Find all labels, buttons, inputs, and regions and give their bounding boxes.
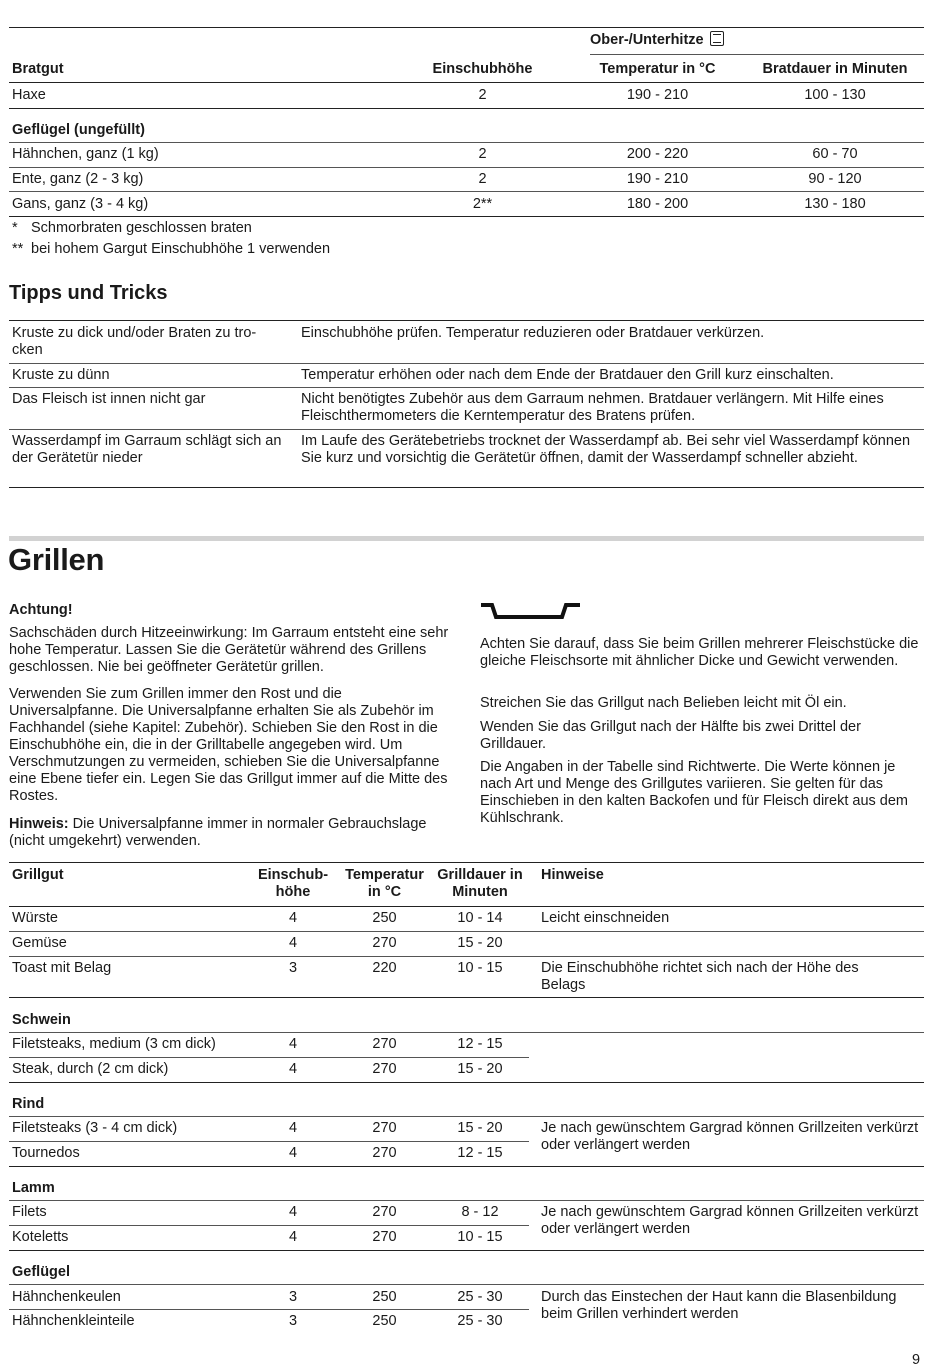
row-rule [9,997,924,998]
cell-temp: 270 [372,1120,397,1136]
paragraph: Streichen Sie das Grillgut nach Belieben leicht mit Öl ein. [480,695,847,711]
tip-solution: Einschubhöhe prüfen. Temperatur reduzieren oder Bratdauer verkürzen. [301,325,765,341]
tip-problem: Kruste zu dick und/oder Braten zu tro- [12,325,257,341]
footnote-text: bei hohem Gargut Einschubhöhe 1 verwenden [31,241,331,257]
cell-bratgut: Haxe [12,87,46,103]
section-title: Lamm [12,1180,55,1196]
column-header: Bratgut [12,61,64,77]
section-title: Schwein [12,1012,71,1028]
row-rule [9,1032,924,1033]
cell-temp: 270 [372,1204,397,1220]
cell-bratgut: Gans, ganz (3 - 4 kg) [12,196,149,212]
cell-temp: 270 [372,1145,397,1161]
column-header: höhe [275,884,311,900]
chapter-title: Grillen [8,542,105,577]
cell-dauer: 10 - 14 [457,910,503,926]
cell-einschub: 4 [288,1061,298,1077]
row-rule [9,429,924,430]
cell-grillgut: Filets [12,1204,47,1220]
tip-problem: Wasserdampf im Garraum schlägt sich an der Gerätetür nieder [12,433,282,466]
cell-temp: 190 - 210 [626,171,689,187]
row-rule [9,1225,529,1226]
tip-solution: Im Laufe des Gerätebetriebs trocknet der Wasserdampf ab. Bei sehr viel Wasserdampf können Sie kurz und vorsichtig die Gerätetür öffnen, damit der Wasserdampf schneller abzieht. [301,433,911,466]
cell-temp: 180 - 200 [626,196,689,212]
header-rule [9,906,924,907]
tip-problem: Das Fleisch ist innen nicht gar [12,391,206,407]
cell-einschub: 4 [288,1229,298,1245]
row-rule [9,1057,529,1058]
row-rule [9,363,924,364]
table-bottom-rule [9,216,924,217]
cell-hinweis: Leicht einschneiden [541,910,670,926]
column-header: in °C [367,884,402,900]
warning-text: Sachschäden durch Hitzeeinwirkung: Im Garraum entsteht eine sehr hohe Temperatur. Lassen Sie die Gerätetür während des Grillens geschlossen. Nie bei geöffneter Gerätetür grillen. [9,625,449,675]
section-title: Geflügel [12,1264,71,1280]
column-header: Grillgut [12,867,64,883]
paragraph: Die Angaben in der Tabelle sind Richtwerte. Die Werte können je nach Art und Menge des Grillgutes variieren. Sie gelten für das Einschieben in den kalten Backofen und für Fleisch direkt aus dem Kühlschrank. [480,759,908,826]
cell-hinweis: Je nach gewünschtem Gargrad können Grillzeiten verkürzt oder verlängert werden [541,1204,919,1237]
cell-grillgut: Toast mit Belag [12,960,112,976]
row-rule [9,142,924,143]
cell-dauer: 10 - 15 [457,1229,503,1245]
row-rule [9,108,924,109]
tip-solution: Temperatur erhöhen oder nach dem Ende der Bratdauer den Grill kurz einschalten. [301,367,834,383]
cell-temp: 250 [372,1313,397,1329]
cell-einschub: 2 [478,87,487,103]
cell-temp: 250 [372,910,397,926]
cell-grillgut: Filetsteaks, medium (3 cm dick) [12,1036,216,1052]
cell-hinweis: Die Einschubhöhe richtet sich nach der Höhe des Belags [541,960,859,993]
column-header: Temperatur in °C [599,61,716,77]
cell-hinweis: Durch das Einstechen der Haut kann die Blasenbildung beim Grillen verhindert werden [541,1289,897,1322]
warning-title: Achtung! [9,602,73,618]
tip-solution: Nicht benötigtes Zubehör aus dem Garraum nehmen. Bratdauer verlängern. Mit Hilfe eines Fleischthermometers die Kerntemperatur des Bratens prüfen. [301,391,884,424]
cell-dauer: 130 - 180 [804,196,866,212]
cell-einschub: 4 [288,1120,298,1136]
table-top-rule [9,320,924,321]
row-rule [9,1166,924,1167]
grill-icon [480,603,582,625]
cell-einschub: 4 [288,910,298,926]
cell-dauer: 15 - 20 [457,1120,503,1136]
hint-label: Hinweis: [9,816,69,832]
paragraph: Achten Sie darauf, dass Sie beim Grillen mehrerer Fleischstücke die gleiche Fleischsorte mit ähnlicher Dicke und Gewicht verwenden. [480,636,919,669]
cell-grillgut: Koteletts [12,1229,69,1245]
paragraph: Wenden Sie das Grillgut nach der Hälfte bis zwei Drittel der Grilldauer. [480,719,861,752]
cell-temp: 270 [372,1229,397,1245]
row-rule [9,1250,924,1251]
cell-grillgut: Steak, durch (2 cm dick) [12,1061,169,1077]
cell-grillgut: Hähnchenkleinteile [12,1313,135,1329]
cell-temp: 270 [372,935,397,951]
cell-bratgut: Ente, ganz (2 - 3 kg) [12,171,144,187]
cell-einschub: 2 [478,146,487,162]
footnote-mark: * [12,220,18,236]
cell-dauer: 10 - 15 [457,960,503,976]
row-rule [9,167,924,168]
section-heading: Tipps und Tricks [9,282,168,304]
column-header: Einschubhöhe [432,61,533,77]
tip-problem: cken [12,342,43,358]
cell-temp: 190 - 210 [626,87,689,103]
section-title: Geflügel (ungefüllt) [12,122,145,138]
row-rule [9,1200,924,1201]
header-rule [9,82,924,83]
cell-temp: 270 [372,1036,397,1052]
row-rule [9,387,924,388]
cell-einschub: 3 [288,1289,298,1305]
cell-einschub: 2 [478,171,487,187]
cell-dauer: 8 - 12 [461,1204,499,1220]
hint-paragraph [9,816,441,850]
cell-dauer: 12 - 15 [457,1145,503,1161]
cell-dauer: 90 - 120 [808,171,862,187]
row-rule [9,956,924,957]
cell-grillgut: Tournedos [12,1145,80,1161]
oven-top-bottom-heat-icon [710,31,724,46]
table-top-rule [9,862,924,863]
header-group-label: Ober-/Unterhitze [590,31,724,49]
cell-temp: 200 - 220 [626,146,689,162]
cell-temp: 220 [372,960,397,976]
cell-einschub: 3 [288,1313,298,1329]
cell-dauer: 25 - 30 [457,1313,503,1329]
section-title: Rind [12,1096,45,1112]
cell-dauer: 15 - 20 [457,1061,503,1077]
cell-einschub: 4 [288,1036,298,1052]
row-rule [9,931,924,932]
paragraph: Verwenden Sie zum Grillen immer den Rost und die Universalpfanne. Die Universalpfanne erhalten Sie als Zubehör im Fachhandel (siehe Kapitel: Zubehör). Schieben Sie den Rost in die Einschubhöhe ein, die in der Grilltabelle angegeben wird. Um Verschmutzungen zu vermeiden, schieben Sie die Universalpfanne eine Ebene tiefer ein. Legen Sie das Grillgut immer auf die Mitte des Rostes. [9,686,448,804]
column-header: Temperatur [345,867,424,883]
column-header: Einschub- [257,867,329,883]
row-rule [9,1082,924,1083]
row-rule [9,1141,529,1142]
row-rule [9,191,924,192]
cell-grillgut: Würste [12,910,58,926]
row-rule [9,1116,924,1117]
column-header: Bratdauer in Minuten [762,61,908,77]
cell-dauer: 60 - 70 [812,146,858,162]
cell-hinweis: Je nach gewünschtem Gargrad können Grillzeiten verkürzt oder verlängert werden [541,1120,919,1153]
cell-temp: 270 [372,1061,397,1077]
cell-dauer: 15 - 20 [457,935,503,951]
cell-dauer: 12 - 15 [457,1036,503,1052]
table-top-rule [9,27,924,28]
page-number: 9 [912,1352,921,1368]
footnote-text: Schmorbraten geschlossen braten [31,220,252,236]
cell-temp: 250 [372,1289,397,1305]
table-bottom-rule [9,487,924,488]
cell-einschub: 2** [472,196,493,212]
column-header: Grilldauer in [437,867,523,883]
cell-bratgut: Hähnchen, ganz (1 kg) [12,146,159,162]
row-rule [9,1309,529,1310]
cell-einschub: 4 [288,1145,298,1161]
section-divider [9,536,924,541]
row-rule [9,1284,924,1285]
header-group-rule [590,54,924,55]
column-header: Minuten [452,884,508,900]
column-header: Hinweise [541,867,604,883]
cell-grillgut: Filetsteaks (3 - 4 cm dick) [12,1120,178,1136]
cell-grillgut: Gemüse [12,935,67,951]
cell-dauer: 25 - 30 [457,1289,503,1305]
footnote-mark: ** [12,241,24,257]
cell-grillgut: Hähnchenkeulen [12,1289,121,1305]
cell-einschub: 3 [288,960,298,976]
tip-problem: Kruste zu dünn [12,367,110,383]
cell-einschub: 4 [288,935,298,951]
hint-text: Die Universalpfanne immer in normaler Gebrauchslage (nicht umgekehrt) verwenden. [9,816,427,849]
cell-dauer: 100 - 130 [804,87,866,103]
cell-einschub: 4 [288,1204,298,1220]
